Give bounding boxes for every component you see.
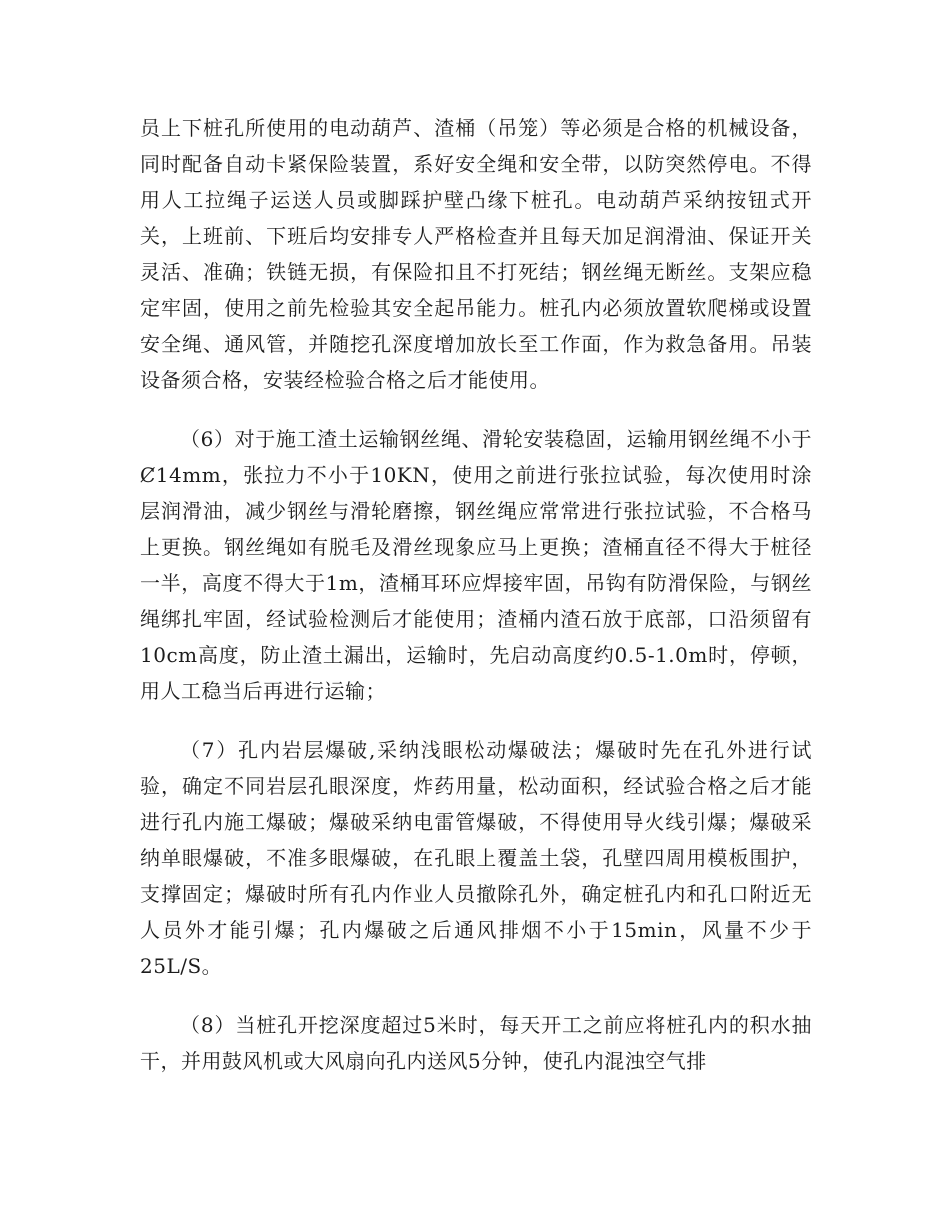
paragraph-continuation: 员上下桩孔所使用的电动葫芦、渣桶（吊笼）等必须是合格的机械设备，同时配备自动卡紧保险装置，系好安全绳和安全带，以防突然停电。不得用人工拉绳子运送人员或脚踩护壁凸缘下桩孔。电动葫芦采纳按钮式开关，上班前、下班后均安排专人严格检查并且每天加足润滑油、保证开关灵活、准确；铁链无损，有保险扣且不打死结；钢丝绳无断丝。支架应稳定牢固，使用之前先检验其安全起吊能力。桩孔内必须放置软爬梯或设置安全绳、通风管，并随挖孔深度增加放长至工作面，作为救急备用。吊装设备须合格，安装经检验合格之后才能使用。 xyxy=(140,116,812,392)
paragraph-item-7: （7）孔内岩层爆破,采纳浅眼松动爆破法；爆破时先在孔外进行试验，确定不同岩层孔眼深度，炸药用量，松动面积，经试验合格之后才能进行孔内施工爆破；爆破采纳电雷管爆破，不得使用导火线引爆；爆破采纳单眼爆破，不准多眼爆破，在孔眼上覆盖土袋，孔壁四周用模板围护，支撑固定；爆破时所有孔内作业人员撤除孔外，确定桩孔内和孔口附近无人员外才能引爆；孔内爆破之后通风排烟不小于15min，风量不少于25L/S。 xyxy=(140,738,812,978)
document-body xyxy=(140,110,812,1079)
paragraph-item-8: （8）当桩孔开挖深度超过5米时，每天开工之前应将桩孔内的积水抽干，并用鼓风机或大风扇向孔内送风5分钟，使孔内混浊空气排 xyxy=(140,1013,812,1073)
paragraph-item-6: （6）对于施工渣土运输钢丝绳、滑轮安装稳固，运输用钢丝绳不小于Ȼ14mm，张拉力不小于10KN，使用之前进行张拉试验，每次使用时涂层润滑油，减少钢丝与滑轮磨擦，钢丝绳应常常进行张拉试验，不合格马上更换。钢丝绳如有脱毛及滑丝现象应马上更换；渣桶直径不得大于桩径一半，高度不得大于1m，渣桶耳环应焊接牢固，吊钩有防滑保险，与钢丝绳绑扎牢固，经试验检测后才能使用；渣桶内渣石放于底部，口沿须留有10cm高度，防止渣土漏出，运输时，先启动高度约0.5-1.0m时，停顿，用人工稳当后再进行运输； xyxy=(140,427,812,703)
